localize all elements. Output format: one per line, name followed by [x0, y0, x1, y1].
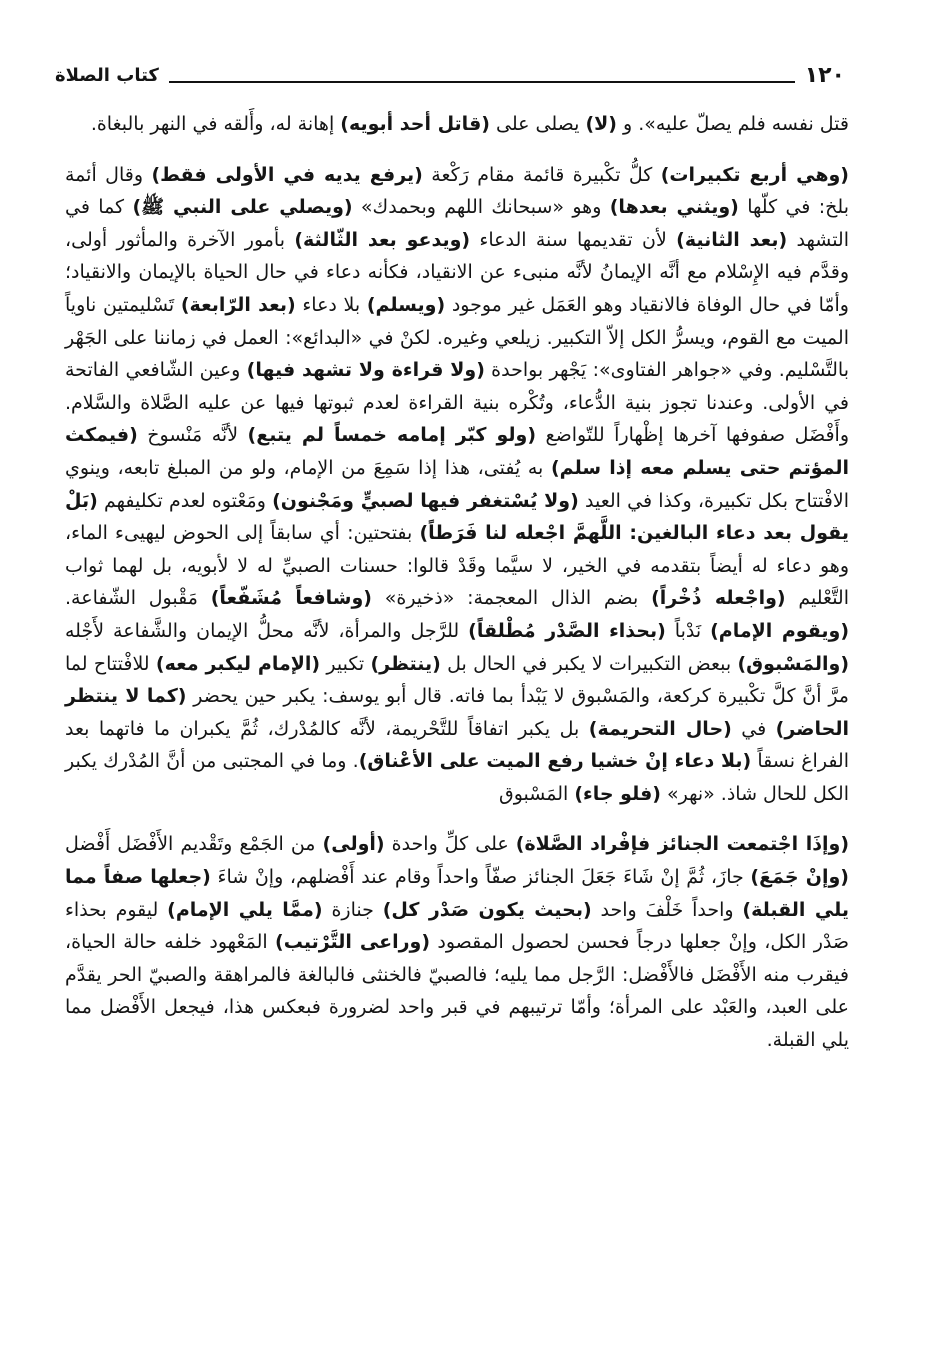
- text-segment: المَسْبوق: [498, 782, 575, 805]
- text-segment: وقال أئمة بلخ: في كلّها: [65, 163, 849, 219]
- bold-text-segment: (أولى): [322, 833, 385, 856]
- text-segment: . وما في المجتبى من أنَّ المُدْرك يكبر الكل للحال شاذ. «نهر»: [65, 750, 849, 805]
- bold-text-segment: (ويقوم الإمام): [710, 619, 849, 642]
- text-segment: وعين الشّافعي الفاتحة في الأولى. وعندنا تجوز بنية الدُّعاء، وتُكْره بنية القراءة لعدم ثبوتها فيها عن عليه الصَّلاة والسَّلام. وأَفْضَل صفوفها آخرها إظْهاراً للتّواضع: [65, 359, 849, 447]
- bold-text-segment: (وراعى التَّرْتيب): [275, 931, 431, 954]
- bold-text-segment: (بحيث يكون صَدْر كل): [382, 898, 592, 921]
- text-segment: بأمور الآخرة والمأثور أولى، وقدَّم فيه الإِسْلام مع أنَّه الإيمانُ لأنَّه منبىء عن الانقياد، فكأنه دعاء في حال الحياة بالإيمان والانقياد؛ وأمّا في حال الوفاة فالانقياد وهو العَمَل غير موجود: [65, 228, 849, 316]
- bold-text-segment: (بحذاء الصَّدْر مُطْلقاً): [468, 619, 666, 642]
- text-segment: إهانة له، وأَلقه في النهر بالبغاة.: [90, 113, 341, 135]
- bold-text-segment: (قاتل أحد أبويه): [340, 113, 490, 135]
- text-segment: ببعض التكبيرات لا يكبر في الحال بل: [440, 652, 738, 675]
- text-segment: بلا دعاء: [295, 293, 367, 316]
- bold-text-segment: (جعلها صفاً مما يلي القبلة): [65, 866, 849, 921]
- text-segment: على كلِّ واحدة: [384, 833, 516, 856]
- paragraph-continuation: [65, 108, 849, 141]
- bold-text-segment: (ويسلم): [366, 293, 446, 316]
- text-segment: جنازة: [322, 898, 383, 921]
- page-header: [55, 60, 845, 90]
- text-segment: للافْتتاح لما مرَّ أنَّ كلَّ تكْبيرة كركعة، والمَسْبوق لا يَبْدأ بما فاته. قال أبو يوسف: يكبر حين يحضر: [65, 652, 849, 708]
- main-text: [65, 108, 849, 1057]
- text-segment: من الجَمْع وتَقْديم الأَفْضَل أَفْضل: [65, 833, 323, 856]
- text-segment: يصلى على: [489, 113, 586, 135]
- text-segment: ومَعْتوه لعدم تكليفهم: [97, 489, 273, 512]
- text-segment: تكبير: [320, 652, 371, 675]
- bold-text-segment: (بعد الرّابعة): [180, 293, 296, 316]
- paragraph-janaiz: [65, 828, 849, 1056]
- text-segment: للرَّجل والمرأة، لأنَّه محلُّ الإيمان والشَّفاعة لأَجْله: [65, 619, 469, 642]
- text-segment: واحداً خَلْفَ واحد: [591, 898, 743, 921]
- text-segment: بفتحتين: أي سابقاً إلى الحوض ليهيىء الماء، وهو دعاء له أيضاً بتقدمه في الخير، لا سيَّما وقَدْ قالوا: حسنات الصبيِّ له لا لأبويه، بل لهما ثواب التَّعْليم: [65, 522, 849, 610]
- header-rule: [169, 81, 795, 83]
- text-segment: مَقْبول الشّفاعة.: [65, 587, 211, 610]
- bold-text-segment: (ويدعو بعد الثّالثة): [294, 228, 471, 251]
- text-segment: المَعْهود خلفه حالة الحياة، فيقرب منه الأَفْضَل فالأَفْضل: الرَّجل مما يليه؛ فالصبيّ فالخنثى فالبالغة فالمراهقة والصبيّ الحر يقدَّم على العبد، والعَبْد على المرأة؛ وأمّا ترتيبهم في قبر واحد لضرورة فبعكس هذا، فيجعل الأَفْضل مما يلي القبلة.: [65, 931, 849, 1052]
- bold-text-segment: (وإنْ جَمَعَ): [750, 866, 849, 889]
- text-segment: بضم الذال المعجمة: «ذخيرة»: [371, 587, 652, 610]
- bold-text-segment: (يرفع يديه في الأولى فقط): [151, 163, 423, 186]
- paragraph-takbirat: [65, 159, 849, 811]
- bold-text-segment: (وإذَا اجْتمعت الجنائز فإفْراد الصَّلاة): [515, 833, 849, 856]
- running-title: كتاب الصلاة: [55, 65, 159, 86]
- bold-text-segment: (وهي أربع تكبيرات): [660, 163, 849, 186]
- bold-text-segment: (ولا يُسْتغفر فيها لصبيٍّ ومَجْنون): [272, 489, 579, 512]
- text-segment: لأنَّه مَنْسوخ: [137, 424, 248, 447]
- bold-text-segment: (لا): [585, 113, 617, 135]
- bold-text-segment: (واجْعله ذُخْراً): [651, 587, 786, 610]
- bold-text-segment: (ممَّا يلي الإمام): [167, 898, 323, 921]
- bold-text-segment: (بَلْ يقول بعد دعاء البالغين: اللَّهمَّ اجْعله لنا فَرَطاً): [65, 489, 849, 545]
- text-segment: وهو «سبحانك اللهم وبحمدك»: [352, 196, 610, 219]
- bold-text-segment: (وشافعاً مُشَفّعاً): [210, 587, 372, 610]
- text-segment: كلُّ تكْبيرة قائمة مقام رَكْعة: [422, 163, 661, 186]
- text-segment: ليقوم بحذاء صَدْر الكل، وإنْ جعلها درجاً فحسن لحصول المقصود: [65, 898, 849, 954]
- bold-text-segment: (فيمكث المؤتم حتى يسلم معه إذا سلم): [65, 424, 849, 479]
- bold-text-segment: (ويثني بعدها): [609, 196, 739, 219]
- text-segment: بل يكبر اتفاقاً للتَّحْريمة، لأنَّه كالمُدْرك، ثُمَّ يكبران ما فاتهما بعد الفراغ نسقاً: [65, 717, 849, 773]
- text-segment: قتل نفسه فلم يصلّ عليه». و: [616, 113, 849, 135]
- text-segment: نَدْباً: [665, 619, 711, 642]
- bold-text-segment: (ولو كبّر إمامه خمساً لم يتبع): [247, 424, 537, 447]
- bold-text-segment: (كما لا ينتظر الحاضر): [65, 685, 850, 740]
- bold-text-segment: (ويصلي على النبي ﷺ): [132, 196, 353, 219]
- bold-text-segment: (بلا دعاء إنْ خشيا رفع الميت على الأعْناق): [358, 750, 752, 773]
- text-segment: به يُفتى، هذا إذا سَمِعَ من الإمام، ولو من المبلغ تابعه، وينوي الافْتتاح بكل تكبيرة، وكذا في العيد: [65, 456, 849, 512]
- bold-text-segment: (بعد الثانية): [676, 228, 788, 251]
- text-segment: كما في التشهد: [65, 196, 849, 251]
- text-segment: جازَ، ثُمَّ إنْ شَاءَ جَعَلَ الجنائز صفّاً واحداً وقام عند أَفْضلهم، وإنْ شاءَ: [210, 866, 751, 889]
- bold-text-segment: (ينتظر): [370, 652, 441, 675]
- text-segment: في: [731, 717, 776, 740]
- text-segment: لأن تقديمها سنة الدعاء: [470, 228, 677, 251]
- bold-text-segment: (حال التحريمة): [588, 717, 732, 740]
- bold-text-segment: (والمَسْبوق): [737, 652, 850, 675]
- bold-text-segment: (الإمام ليكبر معه): [155, 652, 321, 675]
- text-segment: تَسْليمتين ناوياً الميت مع القوم، ويسرُّ الكل إلاّ التكبير. زيلعي وغيره. لكنْ في «البدائع»: العمل في زماننا على الجَهْر بالتَّسْليم. وفي «جواهر الفتاوى»: يَجْهر بواحدة: [65, 293, 849, 382]
- bold-text-segment: (فلو جاء): [574, 782, 661, 805]
- page-number: ١٢٠: [804, 63, 845, 88]
- bold-text-segment: (ولا قراءة ولا تشهد فيها): [246, 359, 485, 382]
